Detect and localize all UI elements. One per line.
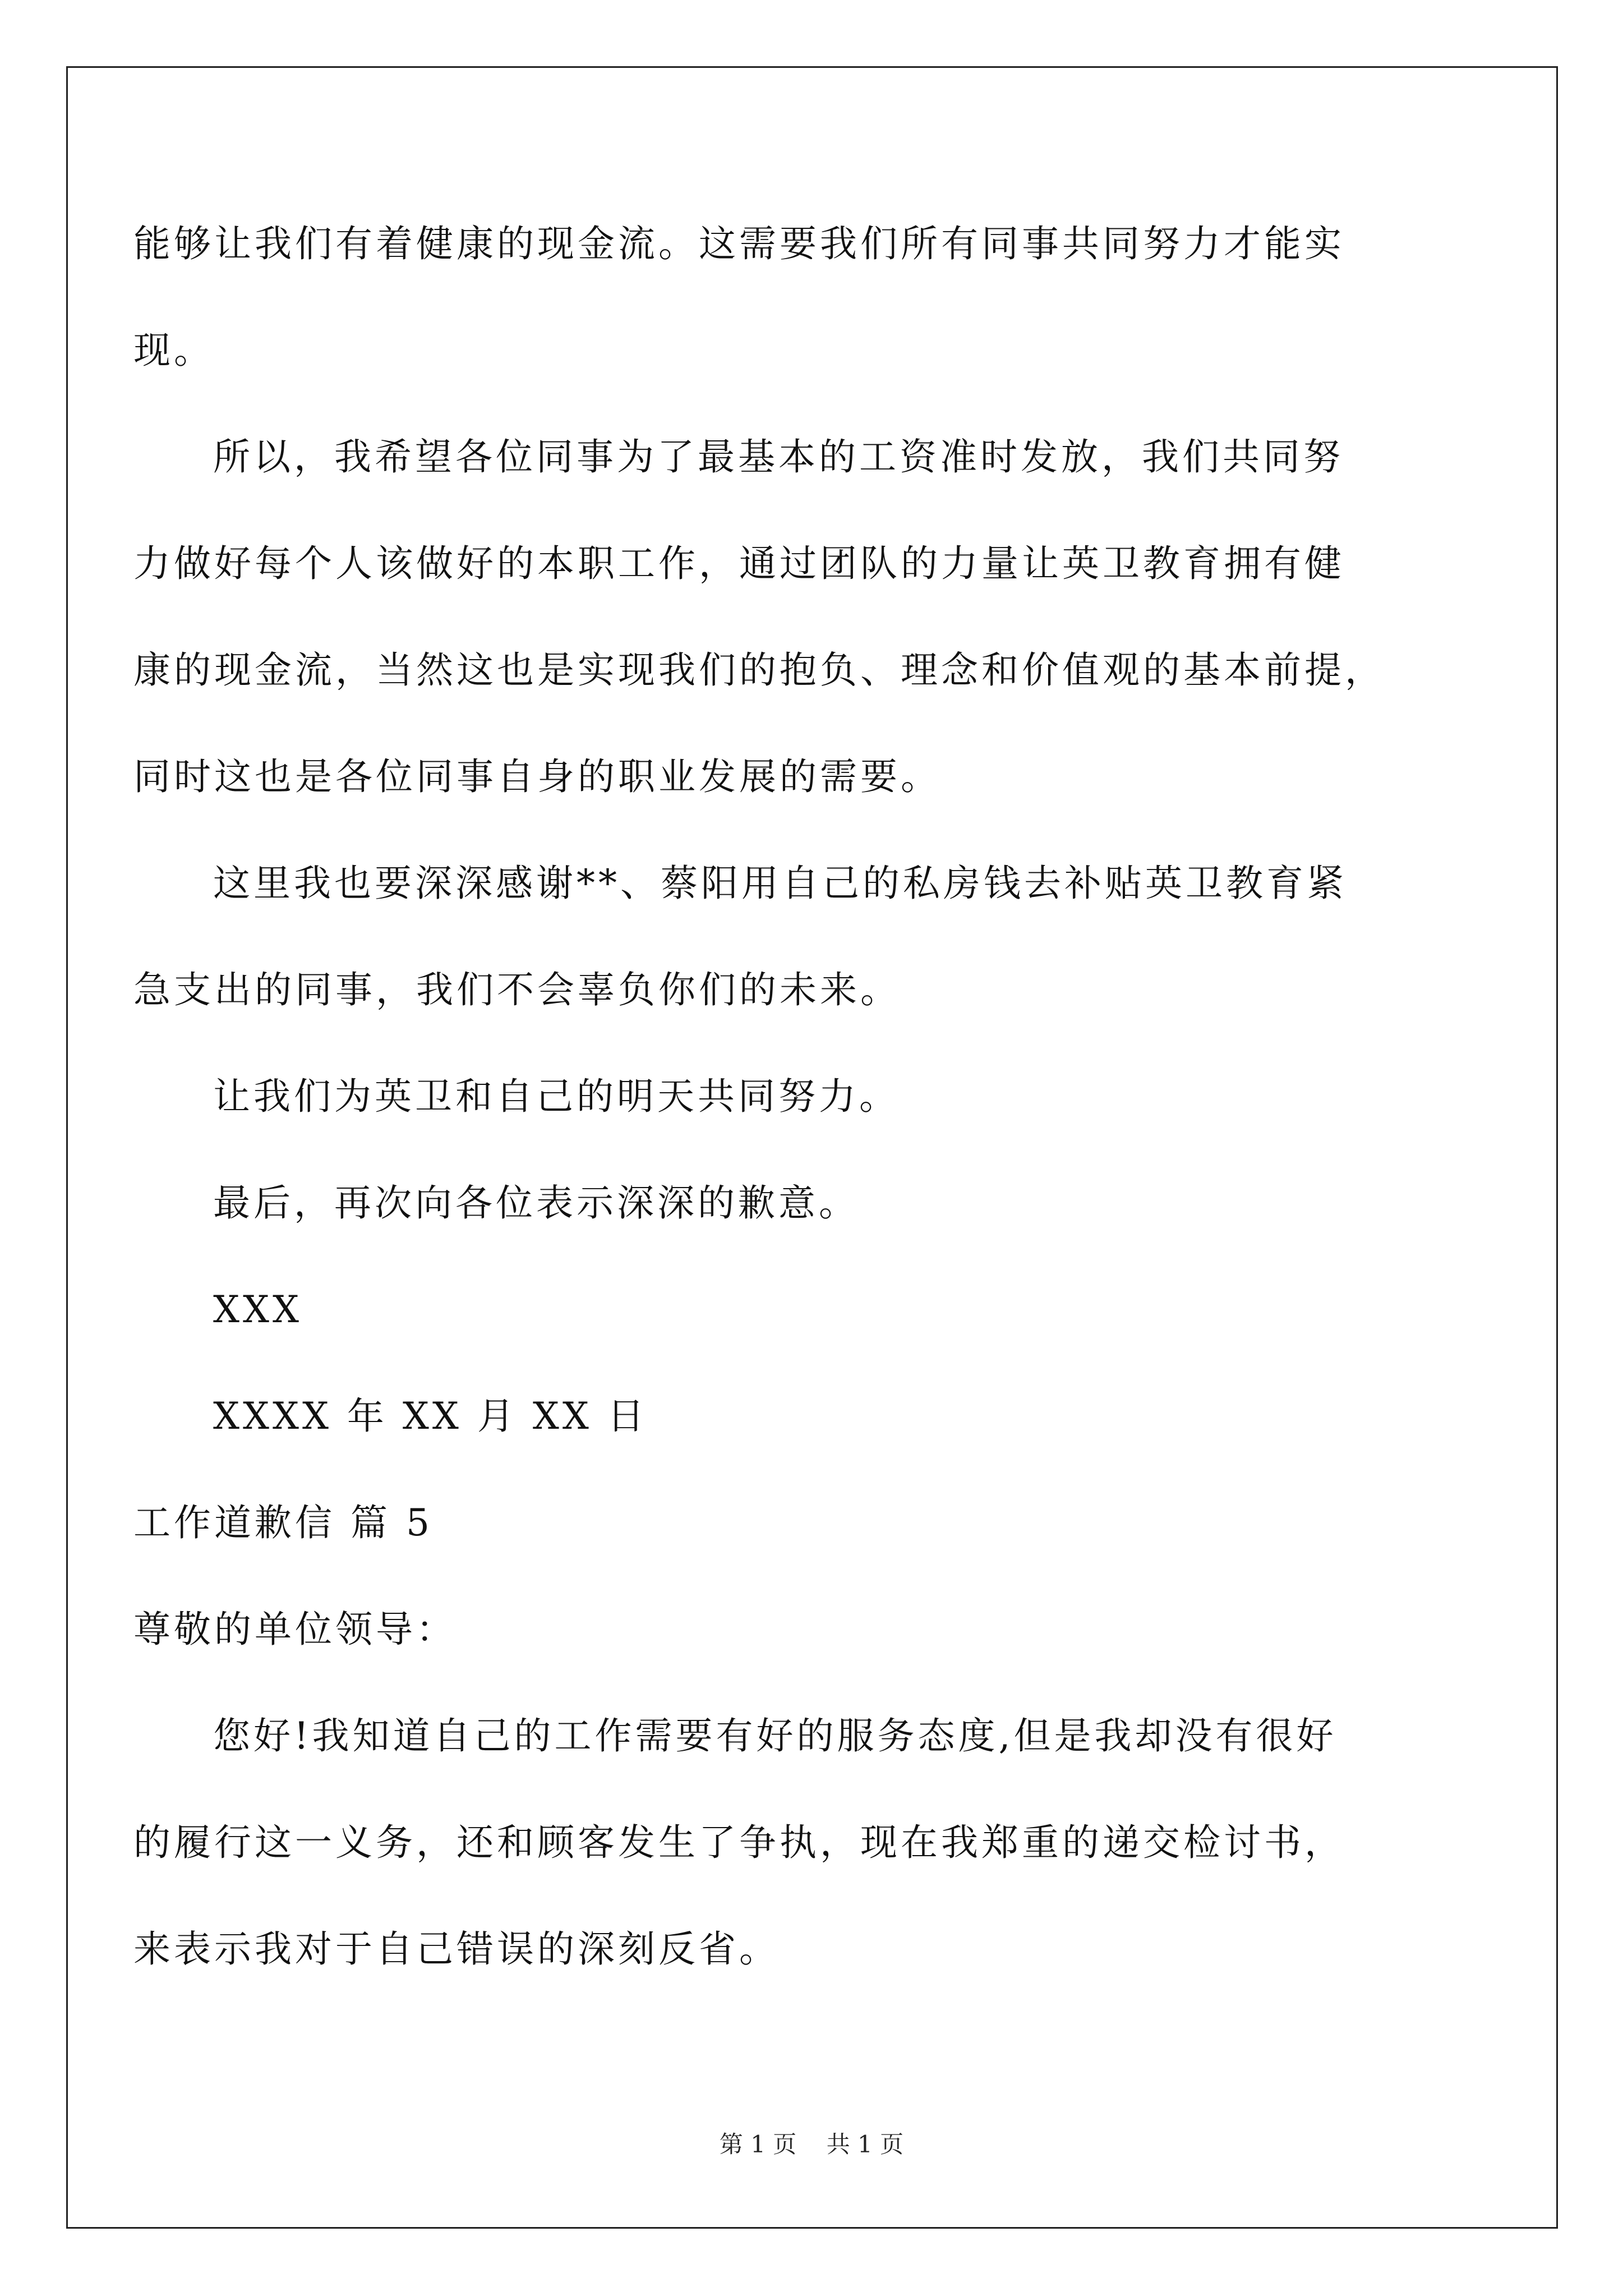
text-line-5: 康的现金流，当然这也是实现我们的抱负、理念和价值观的基本前提， — [133, 648, 1385, 692]
text-line-4: 力做好每个人该做好的本职工作，通过团队的力量让英卫教育拥有健 — [133, 542, 1345, 585]
text-line-10: 最后，再次向各位表示深深的歉意。 — [213, 1181, 859, 1225]
text-line-6: 同时这也是各位同事自身的职业发展的需要。 — [133, 755, 941, 798]
text-line-1: 能够让我们有着健康的现金流。这需要我们所有同事共同努力才能实 — [133, 222, 1345, 265]
text-line-2: 现。 — [133, 329, 214, 372]
signature-date: XXXX 年 XX 月 XX 日 — [213, 1395, 648, 1438]
document-body — [133, 191, 1502, 2003]
text-line-9: 让我们为英卫和自己的明天共同努力。 — [213, 1075, 900, 1118]
signature-name: XXX — [213, 1288, 302, 1331]
text-line-3: 所以，我希望各位同事为了最基本的工资准时发放，我们共同努 — [213, 435, 1344, 478]
text-line-7: 这里我也要深深感谢**、蔡阳用自己的私房钱去补贴英卫教育紧 — [213, 862, 1347, 905]
text-line-17: 来表示我对于自己错误的深刻反省。 — [133, 1927, 780, 1971]
page-footer: 第 1 页 共 1 页 — [719, 2131, 904, 2158]
text-line-8: 急支出的同事，我们不会辜负你们的未来。 — [133, 968, 901, 1011]
text-line-16: 的履行这一义务，还和顾客发生了争执，现在我郑重的递交检讨书， — [133, 1821, 1345, 1864]
section-heading: 工作道歉信 篇 5 — [133, 1501, 433, 1544]
text-line-15: 您好!我知道自己的工作需要有好的服务态度,但是我却没有很好 — [213, 1714, 1337, 1757]
salutation: 尊敬的单位领导： — [133, 1608, 457, 1651]
